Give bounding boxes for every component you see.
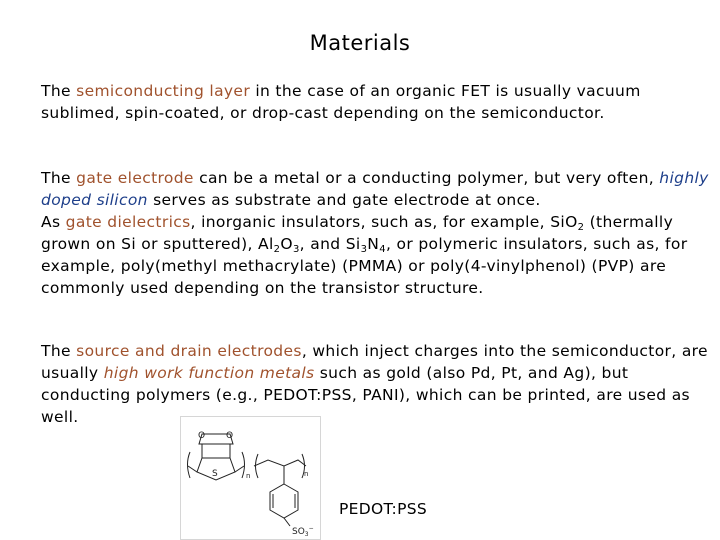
text: The xyxy=(41,82,77,100)
highlight-gate-dielectrics: gate dielectrics xyxy=(65,213,191,231)
text: can be a metal or a conducting polymer, but very often, xyxy=(193,169,660,187)
text: The xyxy=(41,342,77,360)
subscript: 2 xyxy=(273,244,281,255)
text: N xyxy=(367,235,380,253)
so3-subscript: 3 xyxy=(304,531,309,538)
slide-title: Materials xyxy=(309,31,411,55)
so-text: SO xyxy=(292,527,305,537)
benzene-ring xyxy=(270,484,298,518)
atom-o-right: O xyxy=(226,431,234,441)
bracket-left xyxy=(188,452,191,478)
repeat-n-1: n xyxy=(246,472,251,480)
charge: − xyxy=(308,525,314,532)
highlight-high-work-function-metals: high work function metals xyxy=(103,364,315,382)
highlight-source-drain-electrodes: source and drain electrodes xyxy=(76,342,302,360)
subscript: 4 xyxy=(379,244,386,255)
highlight-highly-doped-silicon: highly doped silicon xyxy=(41,169,709,209)
bracket-left xyxy=(256,454,259,478)
text: , or polymeric insulators, such as, for example, poly(methyl methacrylate) (PMMA) or poly(4-vinylphenol) (PVP) are commonly used depending on the transistor structure. xyxy=(41,235,688,297)
text: in the case of an organic FET is usually vacuum sublimed, spin-coated, or drop-cast depending on the semiconductor. xyxy=(41,82,641,122)
structure-label: PEDOT:PSS xyxy=(339,500,427,518)
backbone xyxy=(254,460,306,466)
paragraph-semiconducting-layer xyxy=(41,80,717,124)
atom-o-left: O xyxy=(198,431,206,441)
bond xyxy=(235,466,244,472)
text: , inorganic insulators, such as, for example, SiO xyxy=(190,213,578,231)
atom-so3 xyxy=(292,525,314,538)
text: As xyxy=(41,213,66,231)
text: (thermally grown on Si or sputtered), Al xyxy=(41,213,674,253)
bracket-right xyxy=(242,452,245,478)
pedot-pss-structure xyxy=(180,416,330,540)
text: O xyxy=(280,235,293,253)
text: serves as substrate and gate electrode at once. xyxy=(147,191,541,209)
highlight-semiconducting-layer: semiconducting layer xyxy=(76,82,251,100)
text: such as gold (also Pd, Pt, and Ag), but conducting polymers (e.g., PEDOT:PSS, PANI), which can be printed, are used as well. xyxy=(41,364,690,426)
subscript: 3 xyxy=(360,244,368,255)
text: , which inject charges into the semiconductor, are usually xyxy=(41,342,708,382)
repeat-n-2: n xyxy=(304,470,309,478)
bond xyxy=(284,518,290,526)
text: The xyxy=(41,169,77,187)
pss-unit xyxy=(254,454,309,526)
atom-s: S xyxy=(212,469,218,479)
paragraph-source-drain xyxy=(41,340,717,428)
highlight-gate-electrode: gate electrode xyxy=(76,169,194,187)
paragraph-gate-electrode xyxy=(41,167,717,299)
bond xyxy=(188,466,197,472)
subscript: 2 xyxy=(577,222,585,233)
subscript: 3 xyxy=(292,244,300,255)
text: , and Si xyxy=(299,235,361,253)
